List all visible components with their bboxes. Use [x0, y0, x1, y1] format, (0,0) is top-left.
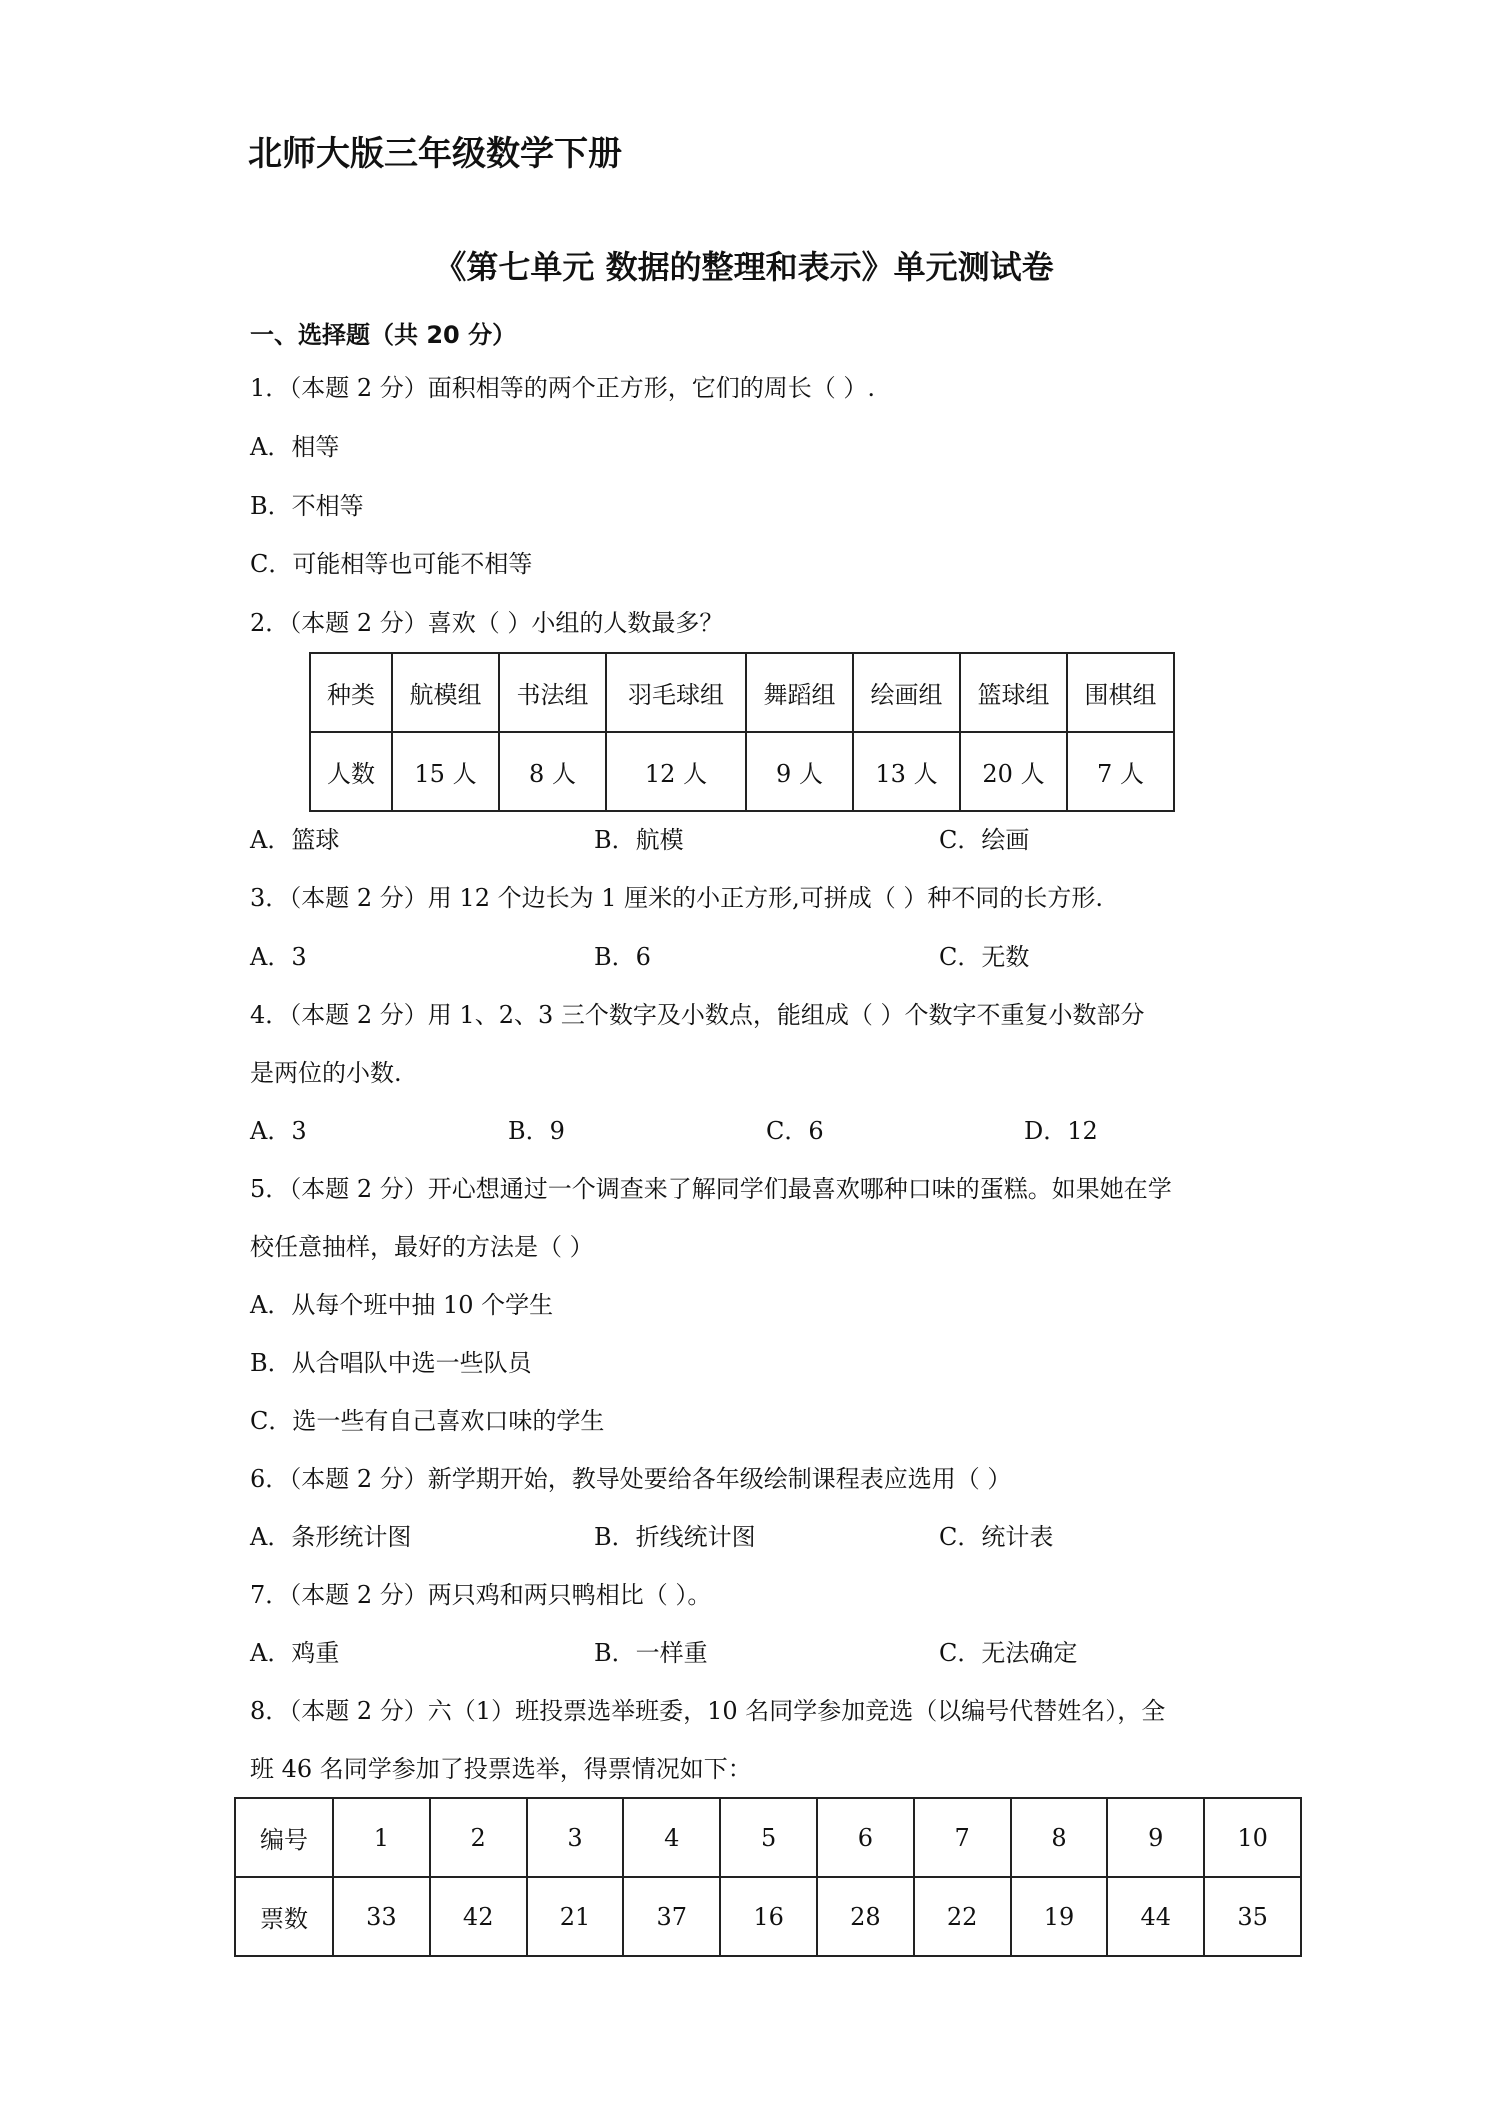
question-2-option-a: A．篮球 — [250, 826, 340, 854]
question-7-stem: 7．（本题 2 分）两只鸡和两只鸭相比（ ）。 — [250, 1581, 712, 1609]
table-row — [310, 732, 1174, 811]
table-cell: 28 — [817, 1877, 914, 1956]
table-cell: 绘画组 — [853, 653, 960, 732]
question-3-option-b: B．6 — [594, 943, 651, 971]
question-3-stem: 3．（本题 2 分）用 12 个边长为 1 厘米的小正方形,可拼成（ ）种不同的长方形. — [250, 884, 1104, 912]
question-6-option-b: B．折线统计图 — [594, 1523, 756, 1551]
table-header-row — [310, 653, 1174, 732]
table-cell: 6 — [817, 1798, 914, 1877]
table-cell: 10 — [1204, 1798, 1301, 1877]
table-cell: 12 人 — [606, 732, 746, 811]
question-8-stem-line-1: 8．（本题 2 分）六（1）班投票选举班委，10 名同学参加竞选（以编号代替姓名），全 — [250, 1697, 1166, 1725]
question-3-option-a: A．3 — [250, 943, 307, 971]
table-cell: 舞蹈组 — [746, 653, 853, 732]
question-4-option-c: C．6 — [766, 1117, 824, 1145]
question-4-option-b: B．9 — [508, 1117, 565, 1145]
table-cell: 9 人 — [746, 732, 853, 811]
section-heading: 一、选择题（共 20 分） — [250, 321, 517, 349]
table-cell: 21 — [527, 1877, 624, 1956]
question-3-option-c: C．无数 — [939, 943, 1030, 971]
table-cell: 围棋组 — [1067, 653, 1174, 732]
question-6-option-a: A．条形统计图 — [250, 1523, 412, 1551]
question-1-option-a: A．相等 — [250, 433, 340, 461]
question-7-option-c: C．无法确定 — [939, 1639, 1078, 1667]
question-1-option-b: B．不相等 — [250, 492, 364, 520]
question-8-table — [234, 1797, 1302, 1957]
table-cell: 19 — [1011, 1877, 1108, 1956]
table-cell: 编号 — [235, 1798, 333, 1877]
table-cell: 13 人 — [853, 732, 960, 811]
table-cell: 35 — [1204, 1877, 1301, 1956]
question-8-stem-line-2: 班 46 名同学参加了投票选举，得票情况如下： — [250, 1755, 752, 1783]
table-cell: 8 人 — [499, 732, 606, 811]
table-cell: 20 人 — [960, 732, 1067, 811]
question-5-option-a: A．从每个班中抽 10 个学生 — [250, 1291, 554, 1319]
table-cell: 篮球组 — [960, 653, 1067, 732]
question-2-table — [309, 652, 1175, 812]
table-cell: 44 — [1107, 1877, 1204, 1956]
table-cell: 2 — [430, 1798, 527, 1877]
question-1-stem: 1．（本题 2 分）面积相等的两个正方形，它们的周长（ ）. — [250, 374, 876, 402]
table-cell: 15 人 — [392, 732, 499, 811]
table-cell: 7 人 — [1067, 732, 1174, 811]
table-header-row — [235, 1798, 1301, 1877]
table-cell: 42 — [430, 1877, 527, 1956]
table-cell: 7 — [914, 1798, 1011, 1877]
document-subtitle: 《第七单元 数据的整理和表示》单元测试卷 — [434, 248, 1054, 286]
table-cell: 航模组 — [392, 653, 499, 732]
question-5-stem-line-2: 校任意抽样，最好的方法是（ ） — [250, 1233, 594, 1261]
question-7-option-b: B．一样重 — [594, 1639, 708, 1667]
question-5-stem-line-1: 5．（本题 2 分）开心想通过一个调查来了解同学们最喜欢哪种口味的蛋糕。如果她在学 — [250, 1175, 1172, 1203]
table-row — [235, 1877, 1301, 1956]
question-4-option-a: A．3 — [250, 1117, 307, 1145]
table-cell: 书法组 — [499, 653, 606, 732]
table-cell: 8 — [1011, 1798, 1108, 1877]
question-2-option-c: C．绘画 — [939, 826, 1030, 854]
table-cell: 16 — [720, 1877, 817, 1956]
table-cell: 3 — [527, 1798, 624, 1877]
table-cell: 1 — [333, 1798, 430, 1877]
question-6-stem: 6．（本题 2 分）新学期开始，教导处要给各年级绘制课程表应选用（ ） — [250, 1465, 1012, 1493]
question-2-option-b: B．航模 — [594, 826, 684, 854]
question-4-stem-line-2: 是两位的小数. — [250, 1059, 402, 1087]
question-5-option-c: C．选一些有自己喜欢口味的学生 — [250, 1407, 605, 1435]
question-5-option-b: B．从合唱队中选一些队员 — [250, 1349, 532, 1377]
table-cell: 37 — [623, 1877, 720, 1956]
question-6-option-c: C．统计表 — [939, 1523, 1054, 1551]
table-cell: 33 — [333, 1877, 430, 1956]
table-cell: 种类 — [310, 653, 392, 732]
table-cell: 人数 — [310, 732, 392, 811]
table-cell: 9 — [1107, 1798, 1204, 1877]
question-1-option-c: C．可能相等也可能不相等 — [250, 550, 533, 578]
question-4-option-d: D．12 — [1024, 1117, 1098, 1145]
table-cell: 4 — [623, 1798, 720, 1877]
question-4-stem-line-1: 4．（本题 2 分）用 1、2、3 三个数字及小数点，能组成（ ）个数字不重复小数部分 — [250, 1001, 1145, 1029]
table-cell: 票数 — [235, 1877, 333, 1956]
table-cell: 22 — [914, 1877, 1011, 1956]
table-cell: 羽毛球组 — [606, 653, 746, 732]
question-2-stem: 2．（本题 2 分）喜欢（ ）小组的人数最多？ — [250, 609, 724, 637]
question-7-option-a: A．鸡重 — [250, 1639, 340, 1667]
table-cell: 5 — [720, 1798, 817, 1877]
document-title: 北师大版三年级数学下册 — [248, 134, 622, 174]
